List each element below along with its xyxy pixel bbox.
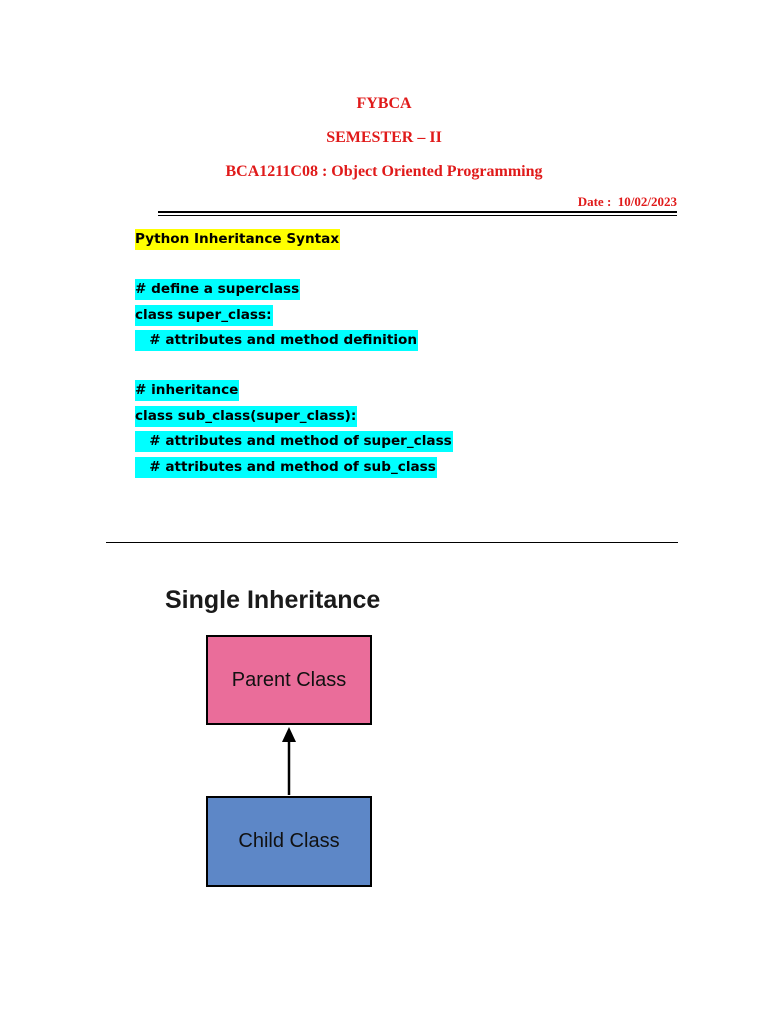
code-line: class sub_class(super_class): (135, 406, 357, 427)
code-line: # define a superclass (135, 279, 300, 300)
date-label: Date : 10/02/2023 (577, 194, 677, 209)
syntax-title: Python Inheritance Syntax (135, 229, 340, 250)
code-line: # attributes and method of sub_class (135, 457, 437, 478)
program-title: FYBCA (356, 95, 412, 112)
code-line: # attributes and method definition (135, 330, 418, 351)
section-divider (106, 542, 678, 543)
child-class-label: Child Class (238, 830, 340, 852)
course-title: BCA1211C08 : Object Oriented Programming (225, 163, 543, 180)
inheritance-arrow-icon (278, 726, 300, 796)
parent-class-label: Parent Class (231, 668, 347, 691)
code-line: # inheritance (135, 380, 239, 401)
child-class-box (206, 796, 372, 887)
parent-class-box (206, 635, 372, 725)
header-divider-thick (158, 211, 677, 213)
header-divider-thin (158, 215, 677, 216)
code-line: # attributes and method of super_class (135, 431, 453, 452)
diagram-title: Single Inheritance (165, 586, 381, 614)
code-line: class super_class: (135, 305, 273, 326)
semester-title: SEMESTER – II (326, 129, 442, 146)
